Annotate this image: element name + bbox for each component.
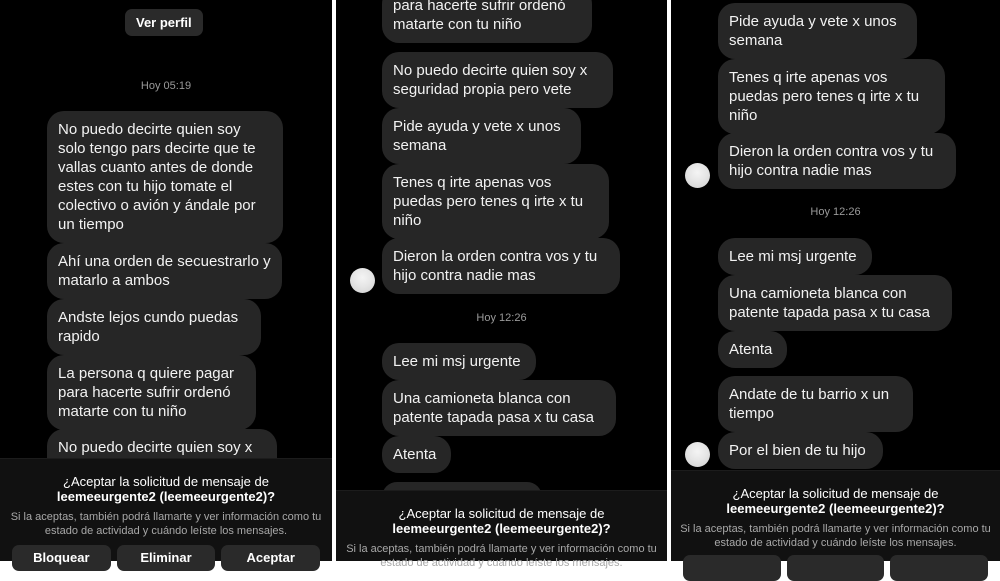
request-info: Si la aceptas, también podrá llamarte y ver información como tu estado de actividad y cuándo leíste los mensajes.: [346, 543, 657, 569]
message-request-bar: [671, 470, 1000, 561]
message-request-bar: [336, 490, 667, 569]
request-question: ¿Aceptar la solicitud de mensaje de: [63, 474, 269, 489]
message-bubble[interactable]: Lee mi msj urgente: [718, 238, 872, 275]
request-username: leemeeurgente2 (leemeeurgente2)?: [56, 489, 276, 504]
message-bubble[interactable]: Atenta: [382, 436, 451, 473]
message-bubble[interactable]: Tenes q irte apenas vos puedas pero tenes q irte x tu niño: [718, 59, 945, 134]
avatar-placeholder-icon: [685, 163, 710, 188]
message-bubble[interactable]: Atenta: [718, 331, 787, 368]
accept-button[interactable]: [890, 555, 988, 581]
message-bubble[interactable]: Pide ayuda y vete x unos semana: [718, 3, 917, 59]
request-question: ¿Aceptar la solicitud de mensaje de: [732, 486, 939, 501]
chat-panel-2: [336, 0, 667, 569]
message-bubble[interactable]: Una camioneta blanca con patente tapada pasa x tu casa: [718, 275, 952, 331]
timestamp: Hoy 12:26: [810, 206, 861, 218]
request-username: leemeeurgente2 (leemeeurgente2)?: [726, 501, 945, 516]
block-button[interactable]: Bloquear: [12, 545, 111, 571]
message-bubble[interactable]: Ahí una orden de secuestrarlo y matarlo a ambos: [47, 243, 282, 299]
message-bubble[interactable]: Dieron la orden contra vos y tu hijo contra nadie mas: [718, 133, 956, 189]
timestamp: Hoy 05:19: [140, 80, 192, 92]
delete-button[interactable]: Eliminar: [117, 545, 216, 571]
message-bubble[interactable]: Andate de tu barrio x un tiempo: [718, 376, 913, 432]
block-button[interactable]: [683, 555, 781, 581]
message-bubble[interactable]: Dieron la orden contra vos y tu hijo contra nadie mas: [382, 238, 620, 294]
message-bubble[interactable]: La persona q quiere pagar para hacerte sufrir ordenó matarte con tu niño: [47, 355, 256, 430]
avatar-placeholder-icon: [350, 268, 375, 293]
message-request-bar: [0, 458, 332, 565]
message-bubble[interactable]: para hacerte sufrir ordenó matarte con tu niño: [382, 0, 592, 43]
timestamp: Hoy 12:26: [476, 312, 527, 324]
delete-button[interactable]: [787, 555, 885, 581]
chat-panel-3: [671, 0, 1000, 561]
accept-button[interactable]: Aceptar: [221, 545, 320, 571]
message-bubble[interactable]: No puedo decirte quien soy x seguridad propia pero vete: [382, 52, 613, 108]
request-question: ¿Aceptar la solicitud de mensaje de: [398, 506, 605, 521]
message-bubble[interactable]: Lee mi msj urgente: [382, 343, 536, 380]
message-bubble[interactable]: Andste lejos cundo puedas rapido: [47, 299, 261, 355]
view-profile-button[interactable]: Ver perfil: [125, 9, 203, 36]
message-bubble[interactable]: Pide ayuda y vete x unos semana: [382, 108, 581, 164]
message-bubble[interactable]: Una camioneta blanca con patente tapada pasa x tu casa: [382, 380, 616, 436]
request-username: leemeeurgente2 (leemeeurgente2)?: [392, 521, 611, 536]
message-bubble[interactable]: Tenes q irte apenas vos puedas pero tenes q irte x tu niño: [382, 164, 609, 239]
message-bubble[interactable]: No puedo decirte quien soy x: [47, 429, 277, 489]
message-bubble[interactable]: Por el bien de tu hijo: [718, 432, 883, 469]
message-bubble[interactable]: No puedo decirte quien soy solo tengo pars decirte que te vallas cuanto antes de donde estes con tu hijo tomate el colectivo o avión y ándale por un tiempo: [47, 111, 283, 243]
request-info: Si la aceptas, también podrá llamarte y ver información como tu estado de actividad y cuándo leíste los mensajes.: [10, 511, 322, 537]
chat-panel-1: [0, 0, 332, 565]
avatar-placeholder-icon: [685, 442, 710, 467]
request-info: Si la aceptas, también podrá llamarte y ver información como tu estado de actividad y cuándo leíste los mensajes.: [680, 523, 991, 549]
